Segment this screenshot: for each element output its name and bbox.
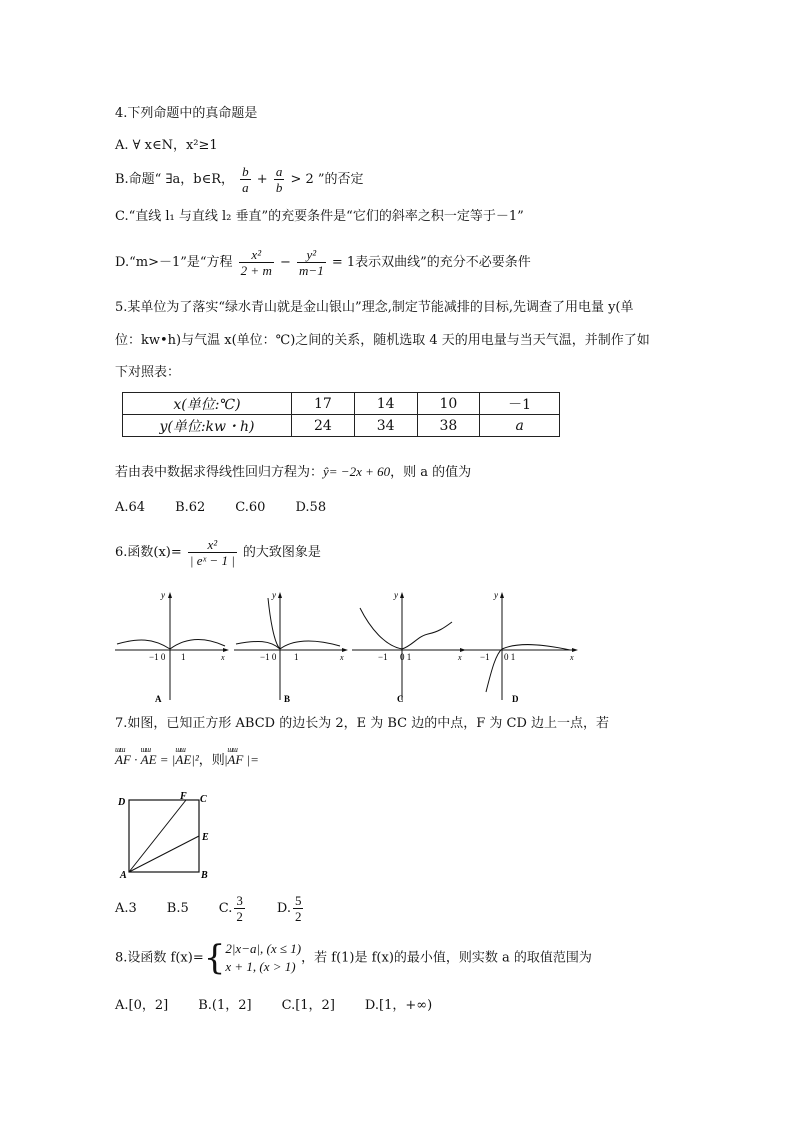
q4-option-c: C.“直线 l₁ 与直线 l₂ 垂直”的充要条件是“它们的斜率之积一定等于－1” bbox=[115, 209, 524, 224]
q4-b-fraction-2: $\frac{a}{b}$ bbox=[275, 164, 283, 195]
q6-graph-d bbox=[462, 588, 580, 706]
graph-c-y-label: y bbox=[394, 590, 398, 600]
q6-function-fraction: $\frac{\text{x²}}{\text{| eˣ − 1 |}}$ bbox=[189, 537, 235, 568]
q6-graph-a bbox=[113, 588, 231, 706]
fig-label-d: D bbox=[118, 797, 126, 808]
q7-vector-af-2: ɯɯ AF bbox=[227, 752, 243, 768]
graph-a-tick-one: 1 bbox=[181, 652, 186, 662]
graph-c-tick-zero-one: 0 1 bbox=[400, 652, 412, 662]
fig-label-c: C bbox=[200, 794, 207, 805]
q5-option-d: D.58 bbox=[295, 500, 327, 515]
q4-option-b bbox=[115, 162, 364, 198]
fig-label-a: A bbox=[120, 870, 127, 881]
q4-option-b-suffix: > 2 ”的否定 bbox=[290, 172, 364, 187]
q8-case-2: x + 1, (x > 1) bbox=[225, 959, 296, 974]
q8-stem-prefix: 8.设函数 f(x)= bbox=[115, 950, 204, 966]
graph-b-tick-neg: −1 0 bbox=[260, 652, 277, 662]
q5-option-c: C.60 bbox=[235, 500, 266, 515]
table-cell: a bbox=[480, 415, 560, 437]
q7-vector-af: ɯɯ AF bbox=[115, 752, 131, 768]
q6-graph-b bbox=[232, 588, 350, 706]
graph-d-label: D bbox=[512, 694, 519, 704]
q4-d-fraction-1: $\frac{\text{x²}}{2 + m}$ bbox=[240, 247, 272, 278]
q7-options bbox=[115, 890, 305, 928]
table-cell: x(单位:℃) bbox=[123, 393, 292, 415]
q4-d-minus: − bbox=[279, 255, 291, 270]
q7-then: ，则| bbox=[198, 752, 228, 767]
graph-b-tick-one: 1 bbox=[294, 652, 299, 662]
q4-d-fraction-2: $\frac{\text{y²}}{m-1}$ bbox=[299, 247, 324, 278]
graph-d-y-label: y bbox=[494, 590, 498, 600]
q7-end: |= bbox=[243, 752, 259, 767]
q7-eq: = | bbox=[156, 752, 176, 767]
q5-line-2: 位：kw•h)与气温 x(单位：℃)之间的关系，随机选取 4 天的用电量与当天气温，并制作了如 bbox=[115, 333, 650, 348]
q7-sq: |² bbox=[191, 752, 199, 767]
q7-option-b: B.5 bbox=[166, 901, 189, 916]
q7-option-a: A.3 bbox=[115, 901, 137, 916]
q7-vector-ae-2: ɯɯ AE bbox=[175, 752, 191, 768]
q5-option-b: B.62 bbox=[175, 500, 206, 515]
q6-stem-suffix: 的大致图象是 bbox=[242, 545, 321, 560]
q7-option-d: D. $\frac{5}{2}$ bbox=[276, 893, 302, 924]
q6-stem-prefix: 6.函数(x)= bbox=[115, 545, 182, 560]
table-cell: 14 bbox=[354, 393, 417, 415]
graph-a-tick-neg: −1 0 bbox=[149, 652, 166, 662]
table-row bbox=[123, 393, 560, 415]
graph-c-label: C bbox=[397, 694, 404, 704]
graph-a-label: A bbox=[155, 694, 162, 704]
table-cell: y(单位:kw・h) bbox=[123, 415, 292, 437]
q8-option-c: C.[1，2] bbox=[281, 998, 335, 1013]
q7-square-figure bbox=[114, 790, 224, 882]
fig-label-e: E bbox=[202, 832, 209, 843]
table-cell: 10 bbox=[417, 393, 480, 415]
q5-line-1: 5.某单位为了落实“绿水青山就是金山银山”理念,制定节能减排的目标,先调查了用电量 y(单 bbox=[115, 300, 634, 315]
table-cell: 34 bbox=[354, 415, 417, 437]
table-cell: 17 bbox=[292, 393, 355, 415]
q8-cases bbox=[225, 940, 301, 976]
graph-b-label: B bbox=[284, 694, 291, 704]
graph-c-x-label: x bbox=[458, 653, 462, 662]
graph-a-x-label: x bbox=[221, 653, 225, 662]
q5-observation-table bbox=[122, 392, 560, 437]
q4-option-d bbox=[115, 244, 531, 282]
q4-stem: 4.下列命题中的真命题是 bbox=[115, 106, 258, 121]
graph-b-x-label: x bbox=[340, 653, 344, 662]
fig-label-f: F bbox=[180, 791, 187, 802]
q8-option-d: D.[1，+∞) bbox=[364, 998, 433, 1013]
q7-line-2 bbox=[115, 752, 259, 768]
q4-option-b-prefix: B.命题“ ∃a，b∈R， bbox=[115, 172, 234, 187]
q4-b-fraction-1: $\frac{b}{a}$ bbox=[242, 164, 249, 195]
q8-stem bbox=[115, 936, 592, 980]
graph-b-y-label: y bbox=[272, 590, 276, 600]
graph-c-tick-neg: −1 bbox=[378, 652, 388, 662]
q4-option-d-suffix: = 1表示双曲线”的充分不必要条件 bbox=[331, 255, 531, 270]
q5-options bbox=[115, 500, 356, 516]
table-row bbox=[123, 415, 560, 437]
graph-d-tick-neg: −1 bbox=[480, 652, 490, 662]
q5-option-a: A.64 bbox=[115, 500, 146, 515]
q8-brace: { bbox=[203, 938, 226, 978]
q5-regression-prefix: 若由表中数据求得线性回归方程为： bbox=[115, 465, 324, 480]
q4-b-plus: + bbox=[256, 172, 268, 187]
q7-option-c: C. $\frac{3}{2}$ bbox=[218, 893, 243, 924]
q8-options bbox=[115, 998, 462, 1014]
q7-vector-ae: ɯɯ AE bbox=[141, 752, 157, 768]
q8-option-b: B.(1，2] bbox=[198, 998, 252, 1013]
q8-option-a: A.[0，2] bbox=[115, 998, 169, 1013]
q8-stem-suffix: ，若 f(1)是 f(x)的最小值，则实数 a 的取值范围为 bbox=[301, 950, 592, 966]
q4-option-a: A. ∀ x∈N，x²≥1 bbox=[115, 138, 218, 153]
graph-d-tick-zero-one: 0 1 bbox=[504, 652, 516, 662]
q7-dot: · bbox=[130, 752, 141, 767]
graph-d-x-label: x bbox=[570, 653, 574, 662]
table-cell: 38 bbox=[417, 415, 480, 437]
table-cell: 24 bbox=[292, 415, 355, 437]
fig-label-b: B bbox=[201, 870, 208, 881]
q8-case-1: 2|x−a|, (x ≤ 1) bbox=[225, 941, 302, 956]
q5-regression-suffix: ，则 a 的值为 bbox=[390, 465, 472, 480]
q5-line-3: 下对照表： bbox=[115, 365, 181, 380]
table-cell: －1 bbox=[480, 393, 560, 415]
q5-regression bbox=[115, 464, 471, 481]
q5-regression-equation: ŷ= −2x + 60 bbox=[323, 464, 391, 479]
q6-stem bbox=[115, 534, 321, 572]
q6-graph-c bbox=[350, 588, 468, 706]
q7-line-1: 7.如图，已知正方形 ABCD 的边长为 2，E 为 BC 边的中点，F 为 CD 边上一点，若 bbox=[115, 716, 610, 731]
q4-option-d-prefix: D.“m>－1”是“方程 bbox=[115, 255, 233, 270]
graph-a-y-label: y bbox=[161, 590, 165, 600]
